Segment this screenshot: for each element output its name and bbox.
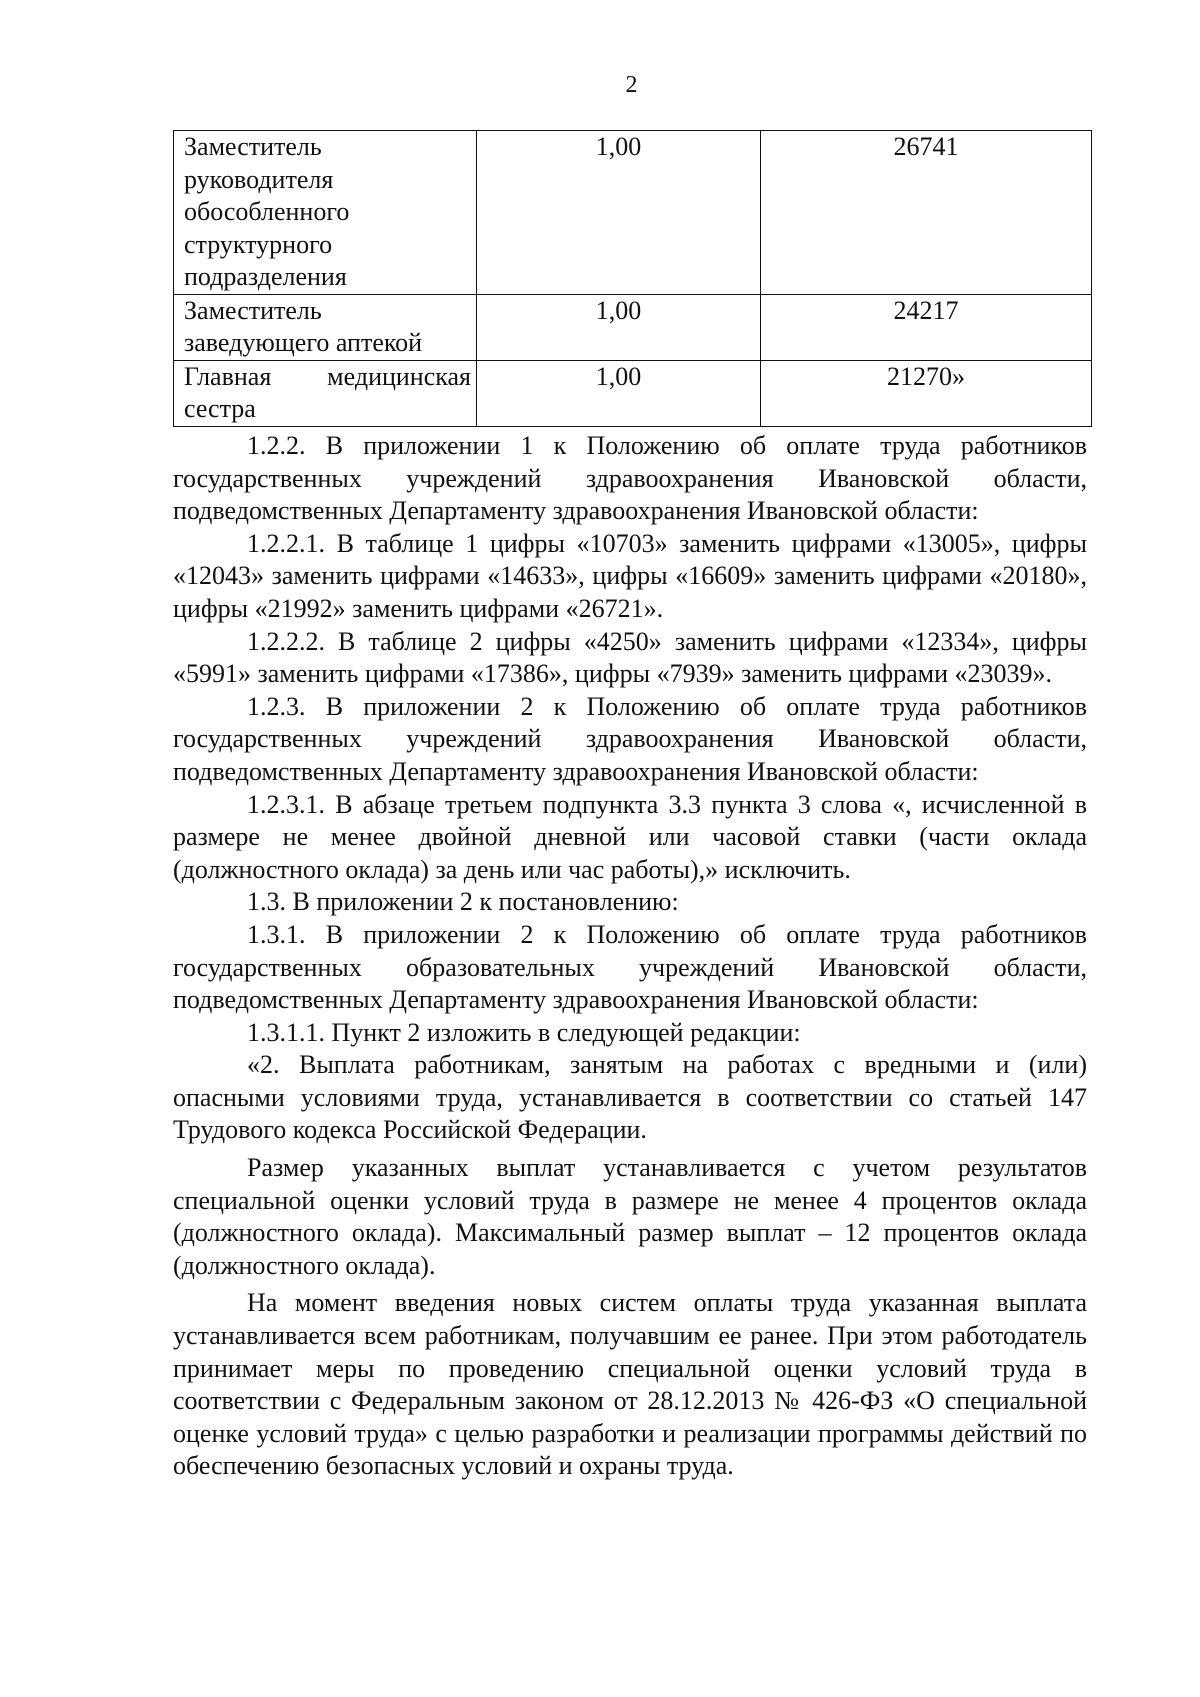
position-text-line: Главная медицинская [184,361,471,391]
paragraph-item-2: «2. Выплата работникам, занятым на работах с вредными и (или) опасными условиями труда, устанавливается в соответствии со статьей 147 Трудового кодекса Российской Федерации. [173,1050,1087,1145]
ratio-cell: 1,00 [477,294,761,360]
ratio-cell: 1,00 [477,360,761,426]
table-row [174,360,1092,426]
salary-table-fragment [173,130,1092,427]
position-text-line: Заместитель [184,132,322,161]
paragraph-1-3: 1.3. В приложении 2 к постановлению: [247,887,679,917]
positions-table [173,130,1092,427]
ratio-cell: 1,00 [477,131,761,295]
paragraph-1-2-2: 1.2.2. В приложении 1 к Положению об оплате труда работников государственных учреждений здравоохранения Ивановской области, подведомственных Департаменту здравоохранения Ивановской области: [173,431,1087,526]
position-text-line: структурного [184,229,333,259]
paragraph-payment-size: Размер указанных выплат устанавливается с учетом результатов специальной оценки условий труда в размере не менее 4 процентов оклада (должностного оклада). Максимальный размер выплат – 12 процентов оклада (должностного оклада). [173,1153,1087,1280]
paragraph-1-3-1: 1.3.1. В приложении 2 к Положению об оплате труда работников государственных образовательных учреждений Ивановской области, подведомственных Департаменту здравоохранения Ивановской области: [173,919,1087,1015]
position-cell [174,294,477,360]
document-body [173,430,1087,1483]
salary-cell: 26741 [761,131,1092,295]
position-cell [174,131,477,295]
position-text-line: сестра [184,394,256,423]
table-row [174,294,1092,360]
table-row [174,131,1092,295]
position-text-line: подразделения [184,262,347,291]
salary-cell: 21270» [761,360,1092,426]
paragraph-1-2-2-1: 1.2.2.1. В таблице 1 цифры «10703» заменить цифрами «13005», цифры «12043» заменить цифрами «14633», цифры «16609» заменить цифрами «20180», цифры «21992» заменить цифрами «26721». [173,528,1087,623]
paragraph-1-2-3: 1.2.3. В приложении 2 к Положению об оплате труда работников государственных учреждений здравоохранения Ивановской области, подведомственных Департаменту здравоохранения Ивановской области: [173,691,1087,786]
page-number: 2 [625,72,638,98]
position-text-line: Заместитель [184,295,322,325]
paragraph-1-2-3-1: 1.2.3.1. В абзаце третьем подпункта 3.3 пункта 3 слова «, исчисленной в размере не менее двойной дневной или часовой ставки (части оклада (должностного оклада) за день или час работы),» исключить. [173,789,1087,884]
position-text-line: обособленного [184,197,350,226]
position-text-line: заведующего аптекой [184,328,423,357]
position-text-line: руководителя [184,164,334,194]
paragraph-1-2-2-2: 1.2.2.2. В таблице 2 цифры «4250» заменить цифрами «12334», цифры «5991» заменить цифрами «17386», цифры «7939» заменить цифрами «23039». [173,626,1087,689]
position-cell [174,360,477,426]
paragraph-transition: На момент введения новых систем оплаты труда указанная выплата устанавливается всем работникам, получавшим ее ранее. При этом работодатель принимает меры по проведению специальной оценки условий труда в соответствии с Федеральным законом от 28.12.2013 № 426-ФЗ «О специальной оценке условий труда» с целью разработки и реализации программы действий по обеспечению безопасных условий и охраны труда. [173,1288,1087,1481]
salary-cell: 24217 [761,294,1092,360]
paragraph-1-3-1-1: 1.3.1.1. Пункт 2 изложить в следующей редакции: [247,1017,801,1047]
